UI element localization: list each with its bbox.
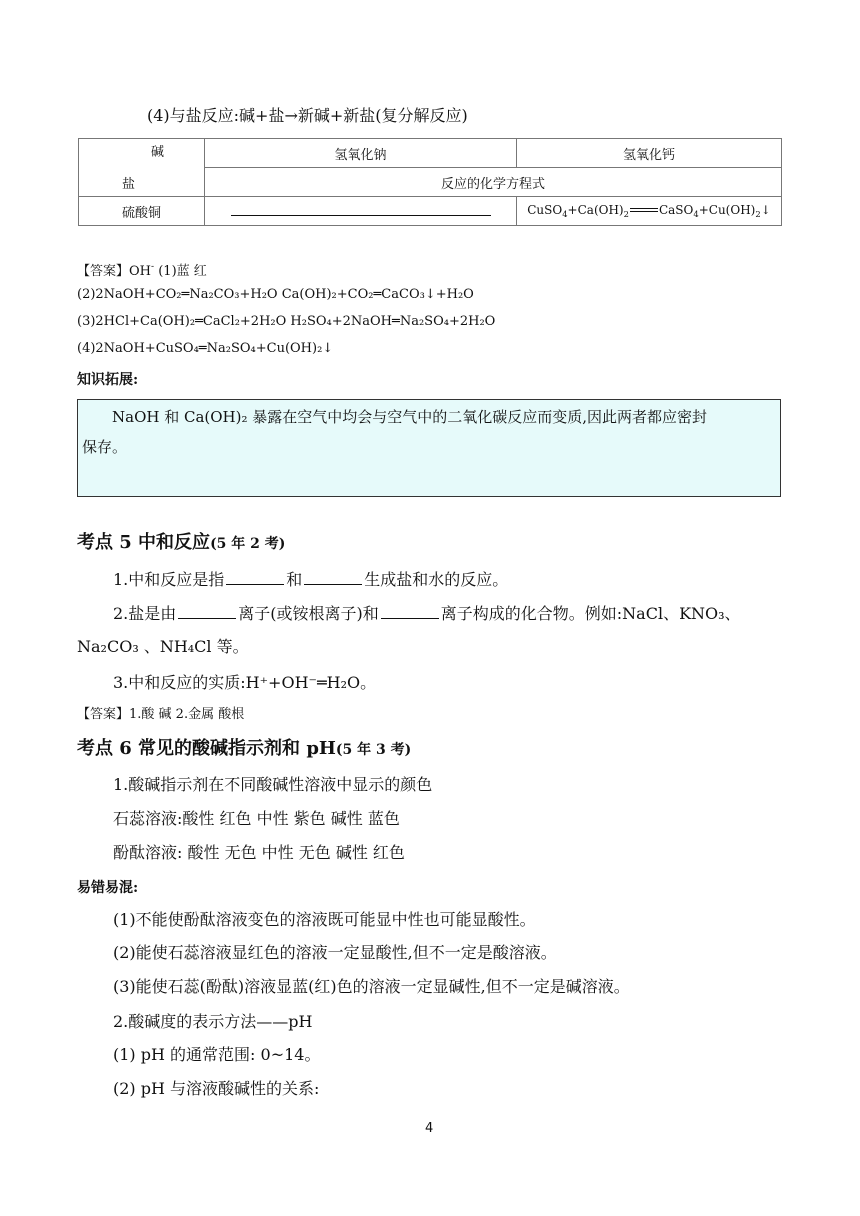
eq-part: CuSO xyxy=(527,203,563,217)
page-number: 4 xyxy=(425,1121,434,1136)
equals-sign xyxy=(629,207,659,215)
text: 和 xyxy=(286,570,303,589)
merged-header-equation: 反应的化学方程式 xyxy=(205,168,782,197)
eq-sub: 4 xyxy=(693,209,699,219)
answer-line-2: (2)2NaOH+CO₂═Na₂CO₃+H₂O Ca(OH)₂+CO₂═CaCO₃↓+H₂O xyxy=(77,287,474,302)
litmus-colors: 石蕊溶液:酸性 红色 中性 紫色 碱性 蓝色 xyxy=(113,809,400,828)
fill-blank[interactable] xyxy=(226,570,284,585)
knowledge-line-2: 保存。 xyxy=(82,438,128,456)
ph-relation: (2) pH 与溶液酸碱性的关系: xyxy=(113,1079,320,1098)
calcium-equation-cell xyxy=(517,197,782,226)
section-6-title: 考点 6 常见的酸碱指示剂和 pH xyxy=(77,738,336,759)
table-corner-cell xyxy=(79,139,205,197)
section-5-note: (5 年 2 考) xyxy=(210,536,286,552)
knowledge-line-1: NaOH 和 Ca(OH)₂ 暴露在空气中均会与空气中的二氧化碳反应而变质,因此两者都应密封 xyxy=(112,408,708,426)
col-header-sodium-hydroxide: 氢氧化钠 xyxy=(205,139,517,168)
eq-part: ↓ xyxy=(760,203,771,217)
row-label-copper-sulfate: 硫酸铜 xyxy=(79,197,205,226)
eq-sub: 2 xyxy=(623,209,629,219)
section-6-item-2: 2.酸碱度的表示方法——pH xyxy=(113,1012,313,1031)
section-5-title: 考点 5 中和反应 xyxy=(77,532,211,553)
answer-line-1 xyxy=(77,258,207,281)
text: 生成盐和水的反应。 xyxy=(364,570,509,589)
item-4-salt-reaction: (4)与盐反应:碱+盐→新碱+新盐(复分解反应) xyxy=(147,106,468,125)
section-6-note: (5 年 3 考) xyxy=(335,742,412,758)
text: 1.中和反应是指 xyxy=(113,570,225,589)
confusion-1: (1)不能使酚酞溶液变色的溶液既可能显中性也可能显酸性。 xyxy=(113,910,536,929)
section-5-item-3: 3.中和反应的实质:H⁺+OH⁻═H₂O。 xyxy=(113,673,377,692)
confusion-2: (2)能使石蕊溶液显红色的溶液一定显酸性,但不一定是酸溶液。 xyxy=(113,943,557,962)
fill-blank[interactable] xyxy=(381,604,439,619)
section-5-item-2-cont: Na₂CO₃ 、NH₄Cl 等。 xyxy=(77,637,249,656)
ph-range: (1) pH 的通常范围: 0~14。 xyxy=(113,1045,321,1064)
section-5-heading xyxy=(77,531,285,556)
eq-part: CaSO xyxy=(658,203,694,217)
section-6-item-1: 1.酸碱指示剂在不同酸碱性溶液中显示的颜色 xyxy=(113,775,433,794)
col-header-calcium-hydroxide: 氢氧化钙 xyxy=(517,139,782,168)
answer-blank-line xyxy=(231,203,491,216)
section-5-item-1 xyxy=(113,569,508,591)
eq-sub: 4 xyxy=(562,209,568,219)
eq-part: +Cu(OH) xyxy=(698,203,756,217)
answer-text: OH xyxy=(129,264,152,279)
answer-text: (1)蓝 红 xyxy=(154,264,207,279)
confusion-title: 易错易混: xyxy=(77,880,139,896)
phenolphthalein-colors: 酚酞溶液: 酸性 无色 中性 无色 碱性 红色 xyxy=(113,843,405,862)
reaction-table xyxy=(78,138,782,226)
answer-label: 【答案】 xyxy=(77,264,130,279)
section-5-answer: 【答案】1.酸 碱 2.金属 酸根 xyxy=(77,707,245,722)
section-5-item-2 xyxy=(113,603,741,625)
answer-line-4: (4)2NaOH+CuSO₄═Na₂SO₄+Cu(OH)₂↓ xyxy=(77,341,334,356)
answer-line-3: (3)2HCl+Ca(OH)₂═CaCl₂+2H₂O H₂SO₄+2NaOH═Na₂SO₄+2H₂O xyxy=(77,314,496,329)
corner-label-salt: 盐 xyxy=(122,177,136,192)
fill-blank[interactable] xyxy=(304,570,362,585)
eq-sub: 2 xyxy=(755,209,761,219)
text: 2.盐是由 xyxy=(113,604,177,623)
fill-blank[interactable] xyxy=(178,604,236,619)
section-6-heading xyxy=(77,737,411,762)
answer-blank-cell xyxy=(205,197,517,226)
knowledge-title: 知识拓展: xyxy=(77,372,139,388)
text: 离子构成的化合物。例如:NaCl、KNO₃、 xyxy=(440,604,741,623)
eq-part: +Ca(OH) xyxy=(567,203,624,217)
corner-label-base: 碱 xyxy=(151,145,165,160)
confusion-3: (3)能使石蕊(酚酞)溶液显蓝(红)色的溶液一定显碱性,但不一定是碱溶液。 xyxy=(113,977,630,996)
knowledge-box xyxy=(77,399,781,497)
answer-sup: - xyxy=(151,262,155,272)
text: 离子(或铵根离子)和 xyxy=(238,604,379,623)
